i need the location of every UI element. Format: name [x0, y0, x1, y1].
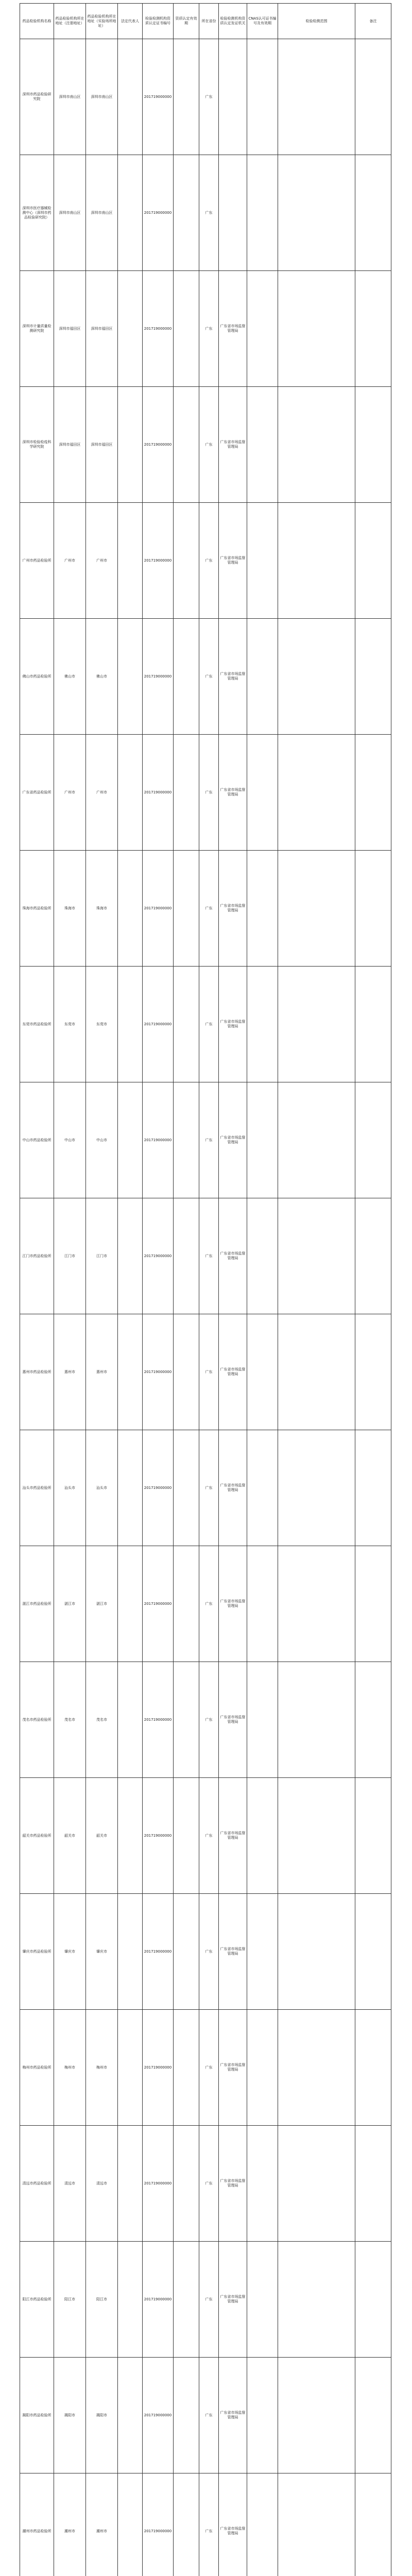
- cell-note: [355, 1546, 391, 1662]
- cell-lab-name: 阳江市药品检验所: [20, 2242, 54, 2358]
- cell-issuer: 广东省市场监督管理局: [219, 967, 247, 1082]
- cell-note: [355, 2126, 391, 2242]
- table-row: [20, 2126, 391, 2242]
- cell-issuer: 广东省市场监督管理局: [219, 1778, 247, 1894]
- cell-scope: [278, 735, 355, 851]
- cell-note: [355, 1430, 391, 1546]
- cell-validity: [174, 1894, 199, 2010]
- cell-note: [355, 735, 391, 851]
- cell-province: 广东: [199, 851, 219, 967]
- cell-lab-name: 茂名市药品检验所: [20, 1662, 54, 1778]
- cell-lab-name: 肇庆市药品检验所: [20, 1894, 54, 2010]
- cell-legal-rep: [118, 271, 143, 387]
- table-row: [20, 1894, 391, 2010]
- column-header: 资质认定有效期: [174, 4, 199, 39]
- cell-registered-address: 潮州市: [54, 2473, 86, 2576]
- cell-legal-rep: [118, 2473, 143, 2576]
- cell-lab-address: 深圳市南山区: [86, 39, 118, 155]
- cell-scope: [278, 2358, 355, 2473]
- cell-scope: [278, 2242, 355, 2358]
- cell-lab-name: 惠州市药品检验所: [20, 1314, 54, 1430]
- table-row: [20, 2358, 391, 2473]
- cell-lab-address: 广州市: [86, 735, 118, 851]
- cell-registered-address: 深圳市福田区: [54, 271, 86, 387]
- cell-validity: [174, 1662, 199, 1778]
- cell-registered-address: 中山市: [54, 1082, 86, 1198]
- cell-registered-address: 梅州市: [54, 2010, 86, 2126]
- cell-province: 广东: [199, 2126, 219, 2242]
- cell-lab-address: 湛江市: [86, 1546, 118, 1662]
- cell-registered-address: 湛江市: [54, 1546, 86, 1662]
- cell-registered-address: 广州市: [54, 735, 86, 851]
- column-header: 检验检测机构资质认定证书编号: [143, 4, 174, 39]
- cell-legal-rep: [118, 39, 143, 155]
- cell-issuer: 广东省市场监督管理局: [219, 2126, 247, 2242]
- cell-province: 广东: [199, 1546, 219, 1662]
- cell-note: [355, 1198, 391, 1314]
- cell-issuer: 广东省市场监督管理局: [219, 2010, 247, 2126]
- cell-validity: [174, 967, 199, 1082]
- cell-lab-name: 深圳市计量质量检测研究院: [20, 271, 54, 387]
- table-row: [20, 735, 391, 851]
- cell-lab-name: 珠海市药品检验所: [20, 851, 54, 967]
- cell-issuer: 广东省市场监督管理局: [219, 1662, 247, 1778]
- cell-validity: [174, 2358, 199, 2473]
- cell-scope: [278, 851, 355, 967]
- cell-lab-name: 潮州市药品检验所: [20, 2473, 54, 2576]
- table-row: [20, 39, 391, 155]
- table-header-row: [20, 4, 391, 39]
- table-row: [20, 2473, 391, 2576]
- cell-legal-rep: [118, 155, 143, 271]
- cell-legal-rep: [118, 1314, 143, 1430]
- cell-cert-number: 201719000000: [143, 967, 174, 1082]
- cell-cert-number: 201719000000: [143, 851, 174, 967]
- cell-scope: [278, 155, 355, 271]
- table-row: [20, 503, 391, 619]
- cell-cert-number: 201719000000: [143, 503, 174, 619]
- cell-validity: [174, 1778, 199, 1894]
- cell-validity: [174, 1546, 199, 1662]
- cell-cert-number: 201719000000: [143, 1894, 174, 2010]
- cell-lab-address: 江门市: [86, 1198, 118, 1314]
- cell-province: 广东: [199, 155, 219, 271]
- cell-registered-address: 深圳市南山区: [54, 155, 86, 271]
- cell-cnas: [247, 619, 278, 735]
- table-row: [20, 1314, 391, 1430]
- column-header: 药品检验机构所在地址（实验场所地址）: [86, 4, 118, 39]
- cell-issuer: 广东省市场监督管理局: [219, 271, 247, 387]
- table-row: [20, 619, 391, 735]
- cell-lab-name: 江门市药品检验所: [20, 1198, 54, 1314]
- cell-validity: [174, 1430, 199, 1546]
- cell-province: 广东: [199, 2242, 219, 2358]
- cell-cnas: [247, 851, 278, 967]
- cell-registered-address: 广州市: [54, 503, 86, 619]
- table-row: [20, 2010, 391, 2126]
- cell-validity: [174, 271, 199, 387]
- cell-cnas: [247, 1894, 278, 2010]
- cell-cnas: [247, 2010, 278, 2126]
- cell-scope: [278, 1894, 355, 2010]
- table-row: [20, 851, 391, 967]
- cell-cnas: [247, 2358, 278, 2473]
- cell-cnas: [247, 2242, 278, 2358]
- cell-issuer: 广东省市场监督管理局: [219, 1314, 247, 1430]
- cell-province: 广东: [199, 967, 219, 1082]
- cell-registered-address: 深圳市南山区: [54, 39, 86, 155]
- cell-scope: [278, 1778, 355, 1894]
- column-header: 检验检测机构资质认定发证机关: [219, 4, 247, 39]
- cell-province: 广东: [199, 1662, 219, 1778]
- cell-cert-number: 201719000000: [143, 2473, 174, 2576]
- column-header: 药品检验机构所在地址（注册地址）: [54, 4, 86, 39]
- cell-province: 广东: [199, 1894, 219, 2010]
- cell-scope: [278, 271, 355, 387]
- cell-validity: [174, 735, 199, 851]
- cell-lab-name: 中山市药品检验所: [20, 1082, 54, 1198]
- cell-legal-rep: [118, 2126, 143, 2242]
- cell-province: 广东: [199, 271, 219, 387]
- cell-lab-name: 深圳市药品检验研究院: [20, 39, 54, 155]
- cell-validity: [174, 155, 199, 271]
- column-header: 检验检测范围: [278, 4, 355, 39]
- cell-scope: [278, 1198, 355, 1314]
- table-row: [20, 2242, 391, 2358]
- cell-note: [355, 2010, 391, 2126]
- table-row: [20, 155, 391, 271]
- cell-lab-address: 深圳市福田区: [86, 387, 118, 503]
- cell-province: 广东: [199, 2473, 219, 2576]
- cell-cert-number: 201719000000: [143, 2358, 174, 2473]
- cell-scope: [278, 967, 355, 1082]
- cell-legal-rep: [118, 1430, 143, 1546]
- cell-issuer: 广东省市场监督管理局: [219, 851, 247, 967]
- cell-cert-number: 201719000000: [143, 155, 174, 271]
- cell-legal-rep: [118, 735, 143, 851]
- cell-scope: [278, 387, 355, 503]
- lab-table: [20, 3, 391, 2576]
- table-row: [20, 967, 391, 1082]
- cell-lab-address: 广州市: [86, 503, 118, 619]
- cell-cert-number: 201719000000: [143, 387, 174, 503]
- cell-registered-address: 珠海市: [54, 851, 86, 967]
- cell-issuer: 广东省市场监督管理局: [219, 503, 247, 619]
- cell-registered-address: 韶关市: [54, 1778, 86, 1894]
- cell-lab-address: 茂名市: [86, 1662, 118, 1778]
- cell-cnas: [247, 2126, 278, 2242]
- cell-province: 广东: [199, 387, 219, 503]
- table-row: [20, 1198, 391, 1314]
- cell-cert-number: 201719000000: [143, 39, 174, 155]
- cell-cnas: [247, 1082, 278, 1198]
- cell-scope: [278, 1546, 355, 1662]
- cell-lab-address: 梅州市: [86, 2010, 118, 2126]
- cell-province: 广东: [199, 503, 219, 619]
- cell-cert-number: 201719000000: [143, 1662, 174, 1778]
- cell-note: [355, 271, 391, 387]
- cell-lab-name: 汕头市药品检验所: [20, 1430, 54, 1546]
- document-page: [20, 3, 391, 2576]
- cell-scope: [278, 39, 355, 155]
- cell-legal-rep: [118, 2010, 143, 2126]
- cell-lab-address: 揭阳市: [86, 2358, 118, 2473]
- cell-legal-rep: [118, 1198, 143, 1314]
- cell-validity: [174, 2242, 199, 2358]
- cell-lab-name: 清远市药品检验所: [20, 2126, 54, 2242]
- table-row: [20, 271, 391, 387]
- cell-legal-rep: [118, 2242, 143, 2358]
- cell-registered-address: 揭阳市: [54, 2358, 86, 2473]
- cell-issuer: 广东省市场监督管理局: [219, 1546, 247, 1662]
- cell-province: 广东: [199, 1314, 219, 1430]
- cell-note: [355, 1662, 391, 1778]
- cell-lab-address: 阳江市: [86, 2242, 118, 2358]
- column-header: CNAS认可证书编号及有效期: [247, 4, 278, 39]
- cell-note: [355, 2358, 391, 2473]
- cell-note: [355, 39, 391, 155]
- cell-note: [355, 851, 391, 967]
- cell-lab-name: 佛山市药品检验所: [20, 619, 54, 735]
- cell-registered-address: 清远市: [54, 2126, 86, 2242]
- cell-cert-number: 201719000000: [143, 1778, 174, 1894]
- cell-cnas: [247, 1314, 278, 1430]
- table-row: [20, 1662, 391, 1778]
- cell-scope: [278, 1430, 355, 1546]
- cell-cnas: [247, 503, 278, 619]
- cell-province: 广东: [199, 1430, 219, 1546]
- cell-lab-address: 潮州市: [86, 2473, 118, 2576]
- cell-lab-address: 深圳市福田区: [86, 271, 118, 387]
- cell-registered-address: 汕头市: [54, 1430, 86, 1546]
- cell-scope: [278, 1082, 355, 1198]
- table-row: [20, 1430, 391, 1546]
- cell-lab-address: 清远市: [86, 2126, 118, 2242]
- column-header: 法定代表人: [118, 4, 143, 39]
- cell-lab-address: 佛山市: [86, 619, 118, 735]
- cell-registered-address: 江门市: [54, 1198, 86, 1314]
- cell-registered-address: 东莞市: [54, 967, 86, 1082]
- cell-note: [355, 1778, 391, 1894]
- cell-lab-address: 东莞市: [86, 967, 118, 1082]
- cell-cnas: [247, 1778, 278, 1894]
- cell-legal-rep: [118, 1662, 143, 1778]
- column-header: 备注: [355, 4, 391, 39]
- cell-validity: [174, 387, 199, 503]
- cell-validity: [174, 1314, 199, 1430]
- cell-lab-name: 广东省药品检验所: [20, 735, 54, 851]
- cell-province: 广东: [199, 1082, 219, 1198]
- cell-registered-address: 茂名市: [54, 1662, 86, 1778]
- cell-legal-rep: [118, 851, 143, 967]
- cell-scope: [278, 1314, 355, 1430]
- cell-lab-name: 广州市药品检验所: [20, 503, 54, 619]
- cell-note: [355, 1314, 391, 1430]
- cell-issuer: [219, 39, 247, 155]
- cell-cert-number: 201719000000: [143, 2010, 174, 2126]
- cell-validity: [174, 619, 199, 735]
- cell-note: [355, 503, 391, 619]
- cell-legal-rep: [118, 1546, 143, 1662]
- cell-registered-address: 阳江市: [54, 2242, 86, 2358]
- cell-lab-name: 梅州市药品检验所: [20, 2010, 54, 2126]
- table-row: [20, 1546, 391, 1662]
- cell-validity: [174, 2473, 199, 2576]
- cell-scope: [278, 2126, 355, 2242]
- cell-lab-address: 韶关市: [86, 1778, 118, 1894]
- cell-cert-number: 201719000000: [143, 2242, 174, 2358]
- cell-legal-rep: [118, 2358, 143, 2473]
- cell-province: 广东: [199, 2358, 219, 2473]
- cell-registered-address: 佛山市: [54, 619, 86, 735]
- cell-scope: [278, 1662, 355, 1778]
- cell-legal-rep: [118, 1778, 143, 1894]
- cell-legal-rep: [118, 967, 143, 1082]
- cell-province: 广东: [199, 735, 219, 851]
- cell-note: [355, 2473, 391, 2576]
- cell-issuer: 广东省市场监督管理局: [219, 2358, 247, 2473]
- cell-legal-rep: [118, 1894, 143, 2010]
- cell-registered-address: 深圳市福田区: [54, 387, 86, 503]
- cell-cnas: [247, 2473, 278, 2576]
- cell-lab-name: 东莞市药品检验所: [20, 967, 54, 1082]
- cell-lab-address: 中山市: [86, 1082, 118, 1198]
- cell-legal-rep: [118, 1082, 143, 1198]
- cell-cnas: [247, 387, 278, 503]
- cell-issuer: [219, 155, 247, 271]
- cell-cnas: [247, 1430, 278, 1546]
- cell-cert-number: 201719000000: [143, 735, 174, 851]
- table-row: [20, 1778, 391, 1894]
- cell-cert-number: 201719000000: [143, 619, 174, 735]
- cell-note: [355, 155, 391, 271]
- cell-validity: [174, 2126, 199, 2242]
- cell-note: [355, 967, 391, 1082]
- cell-issuer: 广东省市场监督管理局: [219, 1430, 247, 1546]
- cell-validity: [174, 39, 199, 155]
- cell-issuer: 广东省市场监督管理局: [219, 387, 247, 503]
- cell-legal-rep: [118, 503, 143, 619]
- cell-cnas: [247, 271, 278, 387]
- cell-province: 广东: [199, 1778, 219, 1894]
- cell-issuer: 广东省市场监督管理局: [219, 1082, 247, 1198]
- cell-lab-name: 深圳市检验检疫科学研究院: [20, 387, 54, 503]
- cell-cnas: [247, 155, 278, 271]
- cell-registered-address: 肇庆市: [54, 1894, 86, 2010]
- cell-province: 广东: [199, 619, 219, 735]
- cell-lab-name: 湛江市药品检验所: [20, 1546, 54, 1662]
- cell-lab-address: 惠州市: [86, 1314, 118, 1430]
- cell-cnas: [247, 39, 278, 155]
- cell-legal-rep: [118, 619, 143, 735]
- cell-lab-address: 肇庆市: [86, 1894, 118, 2010]
- cell-note: [355, 1894, 391, 2010]
- cell-province: 广东: [199, 39, 219, 155]
- cell-issuer: 广东省市场监督管理局: [219, 2473, 247, 2576]
- cell-issuer: 广东省市场监督管理局: [219, 1198, 247, 1314]
- cell-validity: [174, 2010, 199, 2126]
- cell-note: [355, 619, 391, 735]
- column-header: 药品检验机构名称: [20, 4, 54, 39]
- cell-lab-name: 深圳市医疗器械检测中心（深圳市药品检验研究院）: [20, 155, 54, 271]
- cell-issuer: 广东省市场监督管理局: [219, 2242, 247, 2358]
- cell-validity: [174, 851, 199, 967]
- cell-lab-address: 汕头市: [86, 1430, 118, 1546]
- cell-note: [355, 387, 391, 503]
- cell-cert-number: 201719000000: [143, 2126, 174, 2242]
- table-body: [20, 39, 391, 2576]
- cell-cert-number: 201719000000: [143, 1198, 174, 1314]
- cell-lab-address: 珠海市: [86, 851, 118, 967]
- cell-lab-name: 韶关市药品检验所: [20, 1778, 54, 1894]
- cell-cnas: [247, 735, 278, 851]
- cell-lab-name: 揭阳市药品检验所: [20, 2358, 54, 2473]
- cell-cnas: [247, 1662, 278, 1778]
- cell-scope: [278, 503, 355, 619]
- cell-cert-number: 201719000000: [143, 271, 174, 387]
- cell-scope: [278, 2010, 355, 2126]
- cell-issuer: 广东省市场监督管理局: [219, 1894, 247, 2010]
- cell-issuer: 广东省市场监督管理局: [219, 619, 247, 735]
- cell-scope: [278, 619, 355, 735]
- cell-validity: [174, 503, 199, 619]
- cell-issuer: 广东省市场监督管理局: [219, 735, 247, 851]
- cell-lab-address: 深圳市南山区: [86, 155, 118, 271]
- cell-cnas: [247, 967, 278, 1082]
- cell-province: 广东: [199, 2010, 219, 2126]
- table-row: [20, 387, 391, 503]
- cell-note: [355, 1082, 391, 1198]
- cell-province: 广东: [199, 1198, 219, 1314]
- cell-cert-number: 201719000000: [143, 1082, 174, 1198]
- column-header: 所在省份: [199, 4, 219, 39]
- cell-legal-rep: [118, 387, 143, 503]
- cell-scope: [278, 2473, 355, 2576]
- table-row: [20, 1082, 391, 1198]
- cell-validity: [174, 1198, 199, 1314]
- cell-cert-number: 201719000000: [143, 1546, 174, 1662]
- cell-cnas: [247, 1198, 278, 1314]
- cell-registered-address: 惠州市: [54, 1314, 86, 1430]
- cell-validity: [174, 1082, 199, 1198]
- cell-cert-number: 201719000000: [143, 1314, 174, 1430]
- cell-note: [355, 2242, 391, 2358]
- cell-cert-number: 201719000000: [143, 1430, 174, 1546]
- cell-cnas: [247, 1546, 278, 1662]
